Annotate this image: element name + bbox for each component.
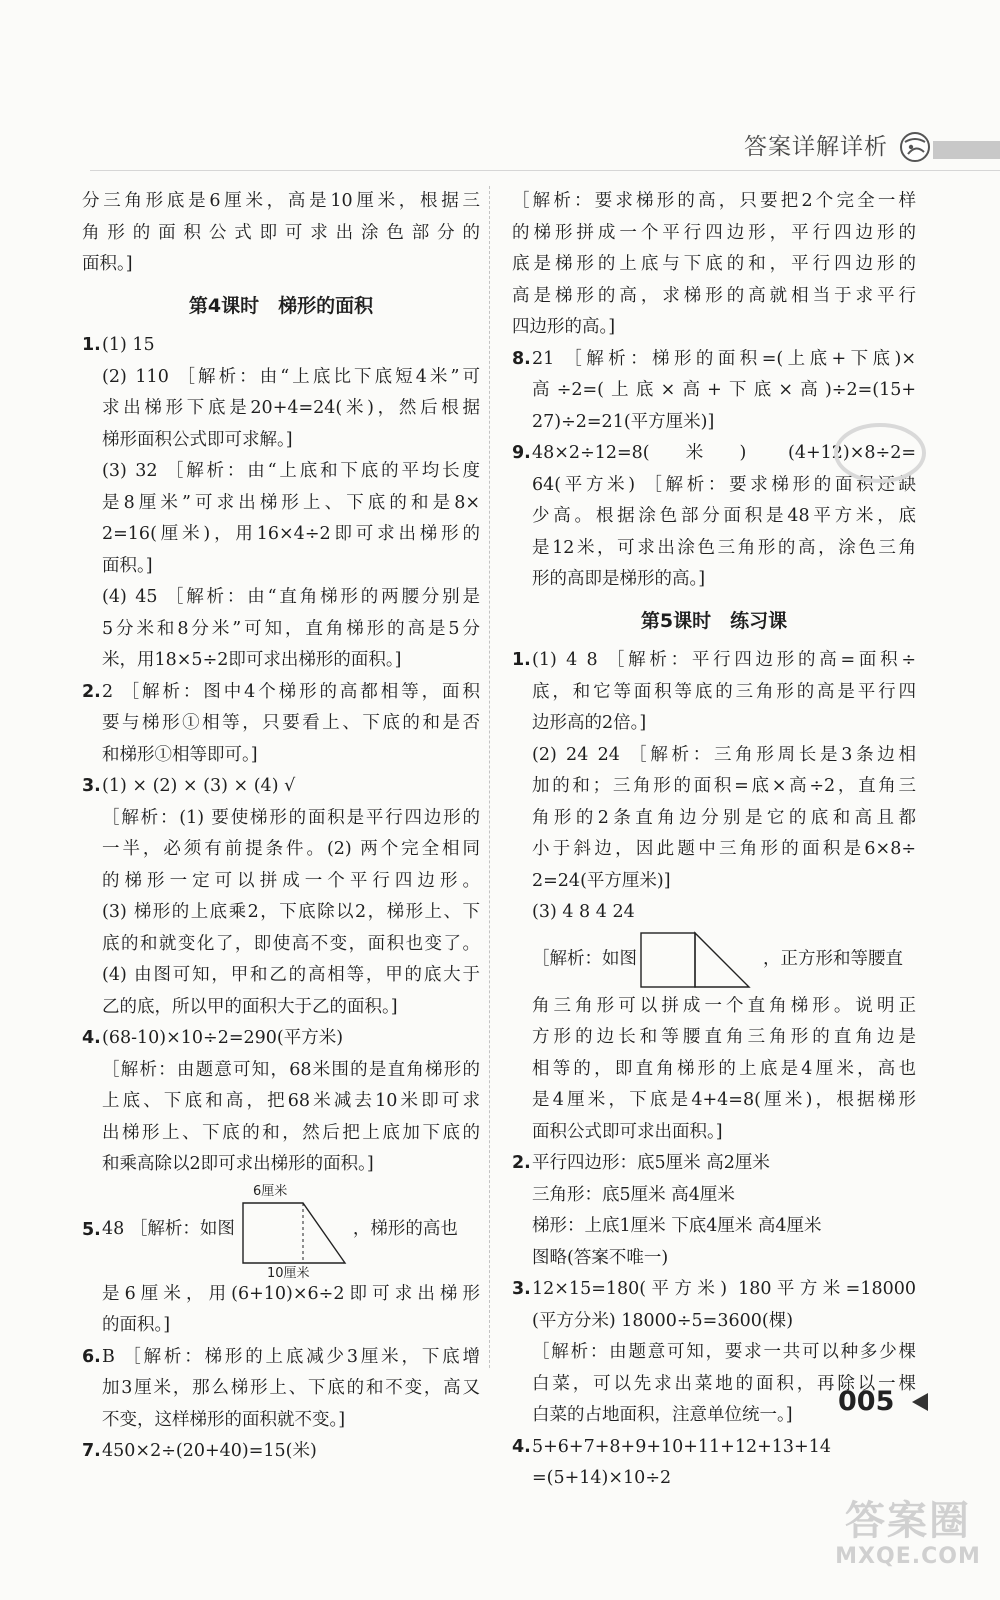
text-line: 底是梯形的上底与下底的和，平行四边形的	[512, 254, 916, 274]
item-number: 2.	[512, 1153, 531, 1173]
text-line: (2) 110 ［解析：由“上底比下底短4米”可	[102, 366, 480, 387]
text-line: 2=24(平方厘米)]	[532, 870, 671, 891]
text-line: 小于斜边，因此题中三角形的面积是6×8÷	[532, 839, 916, 859]
page-number: 005	[838, 1386, 895, 1417]
practice-item-2	[512, 1148, 916, 1274]
text-line: 是8厘米”可求出梯形上、下底的和是8×	[102, 492, 480, 513]
square-triangle-figure	[637, 929, 763, 991]
page-arrow-icon	[910, 1391, 930, 1413]
text-line: 三角形：底5厘米 高4厘米	[532, 1184, 735, 1205]
text-line: 图略(答案不唯一)	[532, 1247, 669, 1268]
item-number: 5.	[82, 1219, 101, 1240]
text-line: 的梯形拼成一个平行四边形，平行四边形的	[512, 222, 916, 243]
text-line: 乙的底，所以甲的面积大于乙的面积。]	[102, 996, 398, 1017]
text-line: 2 ［解析：图中4个梯形的高都相等，面积	[102, 681, 480, 702]
figure-row	[532, 929, 916, 991]
right-column	[512, 186, 916, 1495]
trapezoid-figure	[235, 1181, 353, 1279]
text-line: 12×15=180(平方米) 180平方米=18000	[532, 1279, 916, 1299]
item-number: 4.	[512, 1436, 531, 1457]
text-inline: ，正方形和等腰直	[763, 948, 903, 969]
item-number: 9.	[512, 443, 531, 463]
text-line: 是4厘米，下底是4+4=8(厘米)，根据梯形	[532, 1090, 916, 1110]
text-line: 高是梯形的高，求梯形的高就相当于求平行	[512, 285, 916, 306]
text-line: ［解析：由题意可知，要求一共可以种多少棵	[532, 1342, 916, 1362]
text-line: (平方分米) 18000÷5=3600(棵)	[532, 1310, 794, 1331]
text-line: 米，用18×5÷2即可求出梯形的面积。]	[102, 650, 402, 670]
answer-item-2	[82, 677, 480, 772]
text-line: (2) 24 24 ［解析：三角形周长是3条边相	[532, 744, 916, 765]
answer-item-6	[82, 1342, 480, 1437]
text-line: 角形的2条直角边分别是它的底和高且都	[532, 807, 916, 828]
text-line: 角三角形可以拼成一个直角梯形。说明正	[532, 995, 916, 1016]
item-number: 7.	[82, 1441, 101, 1461]
text-line: 平行四边形：底5厘米 高2厘米	[532, 1153, 770, 1173]
figure-row	[102, 1181, 480, 1279]
text-line: 21 ［解析：梯形的面积=(上底+下底)×	[532, 348, 916, 369]
text-line: (68-10)×10÷2=290(平方米)	[102, 1028, 344, 1048]
practice-item-1	[512, 645, 916, 1148]
item-number: 3.	[512, 1279, 531, 1299]
text-line: 的面积。]	[102, 1315, 171, 1335]
watermark-url: MXQE.COM	[835, 1544, 981, 1569]
text-line: (3) 4 8 4 24	[532, 902, 635, 922]
text-line: 一半，必须有前提条件。(2) 两个完全相同	[102, 839, 480, 859]
text-line: 四边形的高。]	[512, 317, 616, 337]
answer-item-7	[82, 1436, 480, 1468]
text-line: 高÷2=(上底×高+下底×高)÷2=(15+	[532, 380, 916, 400]
text-line: 白菜，可以先求出菜地的面积，再除以一棵	[532, 1373, 916, 1394]
header-bar	[933, 141, 1000, 159]
practice-item-4	[512, 1432, 916, 1495]
text-line: 上底、下底和高，把68米减去10米即可求	[102, 1091, 480, 1111]
text-line: 和乘高除以2即可求出梯形的面积。]	[102, 1154, 374, 1174]
section-title-lesson4: 第4课时 梯形的面积	[188, 294, 374, 317]
text-line: 2=16(厘米)，用16×4÷2即可求出梯形的	[102, 524, 480, 544]
text-line: (3) 32 ［解析：由“上底和下底的平均长度	[102, 461, 480, 481]
text-line: 求出梯形下底是20+4=24(米)，然后根据	[102, 398, 480, 418]
answer-item-1	[82, 330, 480, 677]
item-number: 1.	[512, 650, 531, 670]
answer-item-5	[82, 1181, 480, 1342]
text-line: 形的高即是梯形的高。]	[532, 569, 706, 589]
text-line: B ［解析：梯形的上底减少3厘米，下底增	[102, 1346, 480, 1367]
text-line: 面积。]	[82, 254, 133, 274]
trapezoid-shape	[243, 1203, 345, 1263]
text-line: 少高。根据涂色部分面积是48平方米，底	[532, 506, 916, 526]
text-inline: ，梯形的高也	[352, 1218, 458, 1239]
text-line: (1) 4 8 ［解析：平行四边形的高=面积÷	[532, 650, 916, 670]
text-line: 是6厘米，用(6+10)×6÷2即可求出梯形	[102, 1283, 480, 1304]
text-line: ［解析：(1) 要使梯形的面积是平行四边形的	[102, 807, 480, 828]
square-shape	[641, 933, 695, 987]
answer-item-3	[82, 771, 480, 1023]
text-line: 梯形面积公式即可求解。]	[102, 429, 293, 450]
text-line: 加的和；三角形的面积=底×高÷2，直角三	[532, 776, 916, 796]
text-line: 方形的边长和等腰直角三角形的直角边是	[532, 1027, 916, 1047]
item-number: 2.	[82, 681, 101, 702]
text-line: 5分米和8分米”可知，直角梯形的高是5分	[102, 618, 480, 639]
section-title-lesson5: 第5课时 练习课	[640, 609, 788, 632]
text-line: 48×2÷12=8(米) (4+12)×8÷2=	[532, 443, 916, 463]
text-inline: ［解析：如图	[532, 948, 637, 969]
text-line: 要与梯形①相等，只要看上、下底的和是否	[102, 713, 480, 733]
answer-item-4	[82, 1023, 480, 1181]
text-inline: 48 ［解析：如图	[102, 1218, 235, 1239]
text-line: 5+6+7+8+9+10+11+12+13+14	[532, 1436, 831, 1457]
watermark-logo-text: 答案圈	[845, 1498, 971, 1544]
text-line: 和梯形①相等即可。]	[102, 744, 258, 765]
text-line: 边形高的2倍。]	[532, 713, 647, 733]
text-line: 底，和它等面积等底的三角形的高是平行四	[532, 681, 916, 702]
text-line: 出梯形上、下底的和，然后把上底加下底的	[102, 1122, 480, 1143]
text-line: =(5+14)×10÷2	[532, 1468, 672, 1488]
header-ball-icon	[898, 130, 934, 164]
text-line: 面积。]	[102, 555, 153, 576]
text-line: 分三角形底是6厘米，高是10厘米，根据三	[82, 191, 480, 211]
trapezoid-bottom-label: 10厘米	[266, 1265, 310, 1279]
text-line: 加3厘米，那么梯形上、下底的和不变，高又	[102, 1378, 480, 1398]
text-line: 梯形：上底1厘米 下底4厘米 高4厘米	[532, 1216, 822, 1236]
header-title: 答案详解详析	[744, 134, 888, 160]
text-line: 相等的，即直角梯形的上底是4厘米，高也	[532, 1058, 916, 1079]
footer-watermark	[828, 1498, 988, 1570]
item-number: 3.	[82, 776, 101, 796]
header-divider	[90, 170, 1000, 171]
text-line: 角形的面积公式即可求出涂色部分的	[82, 222, 480, 243]
left-intro	[82, 186, 480, 281]
text-line: (1) × (2) × (3) × (4) √	[102, 776, 296, 796]
text-line: ［解析：要求梯形的高，只要把2个完全一样	[512, 191, 916, 211]
text-line: 64(平方米) ［解析：要求梯形的面积还缺	[532, 474, 916, 495]
text-line: (4) 45 ［解析：由“直角梯形的两腰分别是	[102, 587, 480, 607]
item-number: 6.	[82, 1346, 101, 1367]
text-line: (4) 由图可知，甲和乙的高相等，甲的底大于	[102, 965, 480, 985]
text-line: 27)÷2=21(平方厘米)]	[532, 411, 715, 432]
round-stamp-mark	[830, 418, 930, 488]
text-line: 底的和就变化了，即使高不变，面积也变了。	[102, 933, 480, 954]
text-line: 的梯形一定可以拼成一个平行四边形。	[102, 870, 480, 891]
item-number: 8.	[512, 348, 531, 369]
item-number: 1.	[82, 335, 101, 355]
text-line: 不变，这样梯形的面积就不变。]	[102, 1409, 346, 1430]
triangle-shape	[695, 933, 749, 987]
text-line: ［解析：由题意可知，68米围的是直角梯形的	[102, 1059, 480, 1080]
left-column	[82, 186, 480, 1468]
trapezoid-top-label: 6厘米	[252, 1183, 288, 1199]
text-line: 是12米，可求出涂色三角形的高，涂色三角	[532, 537, 916, 558]
right-intro	[512, 186, 916, 344]
text-line: 450×2÷(20+40)=15(米)	[102, 1441, 317, 1461]
text-line: 白菜的占地面积，注意单位统一。]	[532, 1405, 793, 1425]
column-divider	[489, 186, 490, 1368]
text-line: 面积公式即可求出面积。]	[532, 1121, 723, 1142]
item-number: 4.	[82, 1028, 101, 1048]
text-line: (1) 15	[102, 335, 155, 355]
text-line: (3) 梯形的上底乘2，下底除以2，梯形上、下	[102, 902, 480, 922]
